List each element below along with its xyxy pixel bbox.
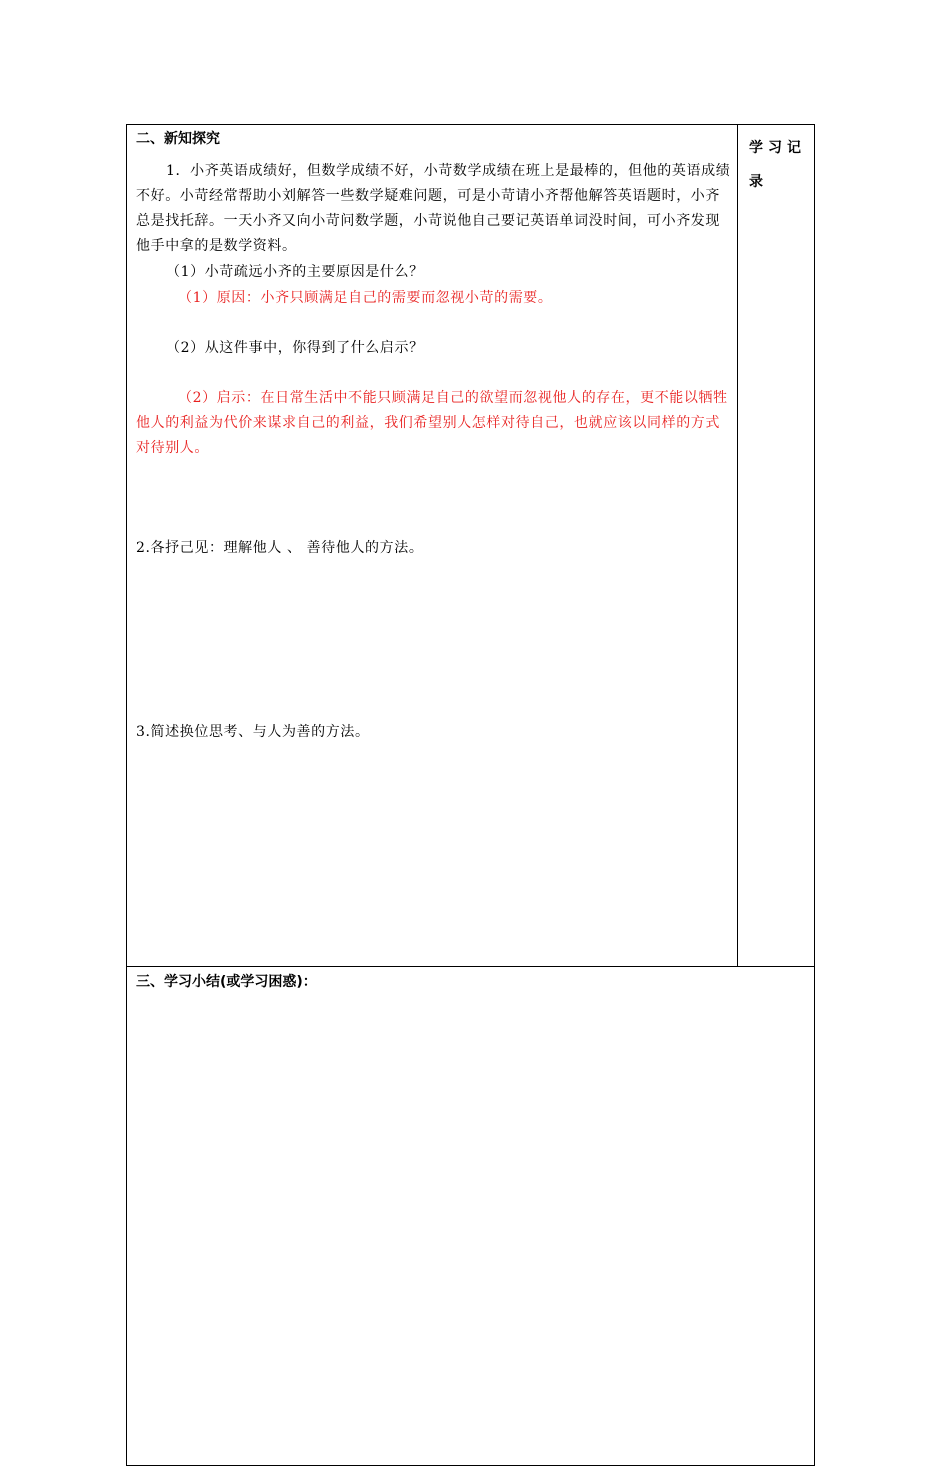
section2-heading: 二、新知探究: [136, 131, 220, 147]
question1-answer2: （2）启示：在日常生活中不能只顾满足自己的欲望而忽视他人的存在，更不能以牺牲他人的利益为代价来谋求自己的利益，我们希望别人怎样对待自己，也就应该以同样的方式对待别人。: [136, 390, 728, 456]
question1-answer1: （1）原因：小齐只顾满足自己的需要而忽视小苛的需要。: [178, 290, 553, 306]
section3-heading: 三、学习小结(或学习困惑)：: [136, 974, 317, 990]
summary-cell: [126, 967, 815, 1466]
question1-sub1: （1）小苛疏远小齐的主要原因是什么？: [166, 264, 424, 280]
question3-text: 3.简述换位思考、与人为善的方法。: [136, 724, 370, 740]
question1-sub2: （2）从这件事中，你得到了什么启示？: [166, 340, 424, 356]
question2-text: 2.各抒己见：理解他人 、 善待他人的方法。: [136, 540, 424, 556]
new-knowledge-cell: [127, 125, 738, 966]
question1-text: 1．小齐英语成绩好，但数学成绩不好，小苛数学成绩在班上是最棒的，但他的英语成绩不好。小苛经常帮助小刘解答一些数学疑难问题，可是小苛请小齐帮他解答英语题时，小齐总是找托辞。一天小齐又向小苛问数学题，小苛说他自己要记英语单词没时间，可小齐发现他手中拿的是数学资料。: [136, 163, 731, 254]
study-notes-cell: [739, 125, 814, 966]
study-notes-label: 学习记录: [749, 140, 806, 190]
study-table: [126, 124, 815, 967]
